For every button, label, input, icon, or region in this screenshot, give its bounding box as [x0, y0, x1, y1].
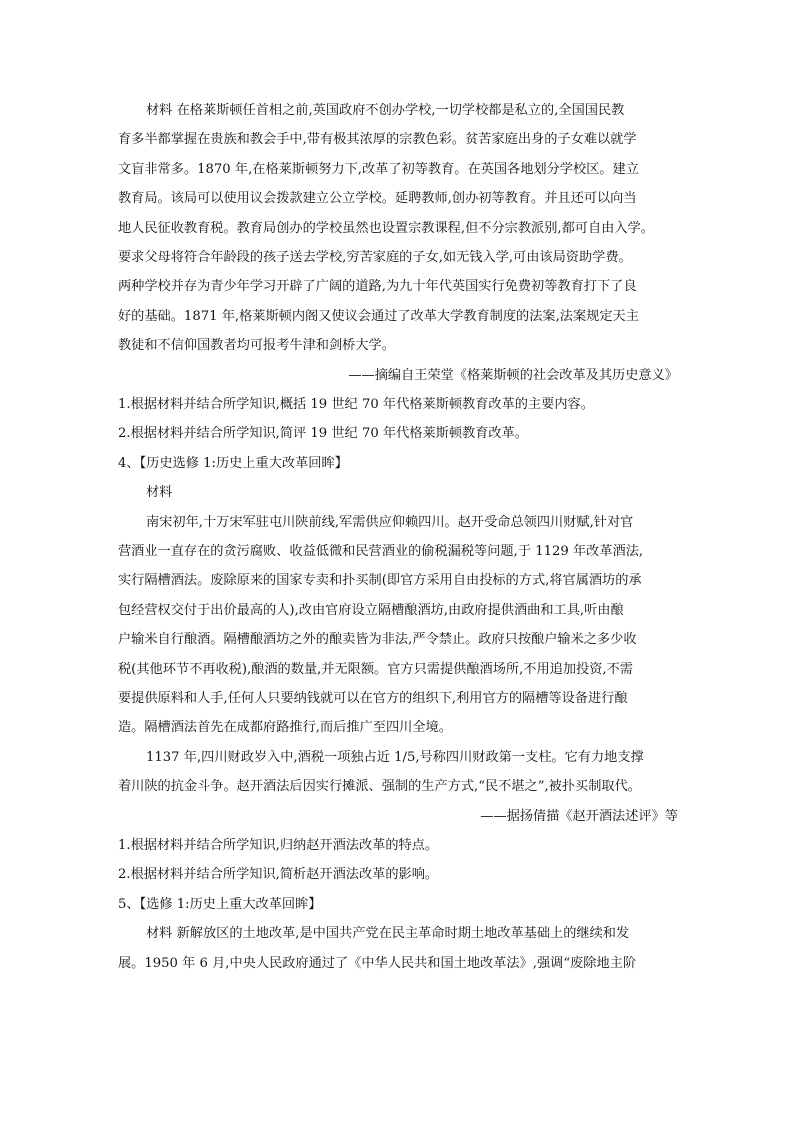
- question-item: 1.根据材料并结合所学知识,归纳赵开酒法改革的特点。: [118, 838, 439, 853]
- material1-source: ——摘编自王荣堂《格莱斯顿的社会改革及其历史意义》: [348, 367, 678, 383]
- question-item: 2.根据材料并结合所学知识,简析赵开酒法改革的影响。: [118, 867, 439, 883]
- material1-line: 教徒和不信仰国教者均可报考牛津和剑桥大学。: [118, 338, 395, 354]
- q4-source: ——据扬倩描《赵开酒法述评》等: [480, 808, 678, 824]
- q4-para2-line: 1137 年,四川财政岁入中,酒税一项独占近 1/5,号称四川财政第一支柱。它有力地支撑: [146, 749, 644, 765]
- q4-para1-line: 南宋初年,十万宋军驻屯川陕前线,军需供应仰赖四川。赵开受命总领四川财赋,针对官: [146, 514, 634, 530]
- q4-para1-line: 实行隔槽酒法。废除原来的国家专卖和扑买制(即官方采用自由投标的方式,将官属酒坊的承: [118, 573, 642, 589]
- q4-para1-line: 造。隔槽酒法首先在成都府路推行,而后推广至四川全境。: [118, 720, 452, 736]
- q4-para1-line: 包经营权交付于出价最高的人),改由官府设立隔槽酿酒坊,由政府提供酒曲和工具,听由酿: [118, 602, 624, 618]
- material1-line: 地人民征收教育税。教育局创办的学校虽然也设置宗教课程,但不分宗教派别,都可自由入学。: [118, 220, 654, 236]
- q4-para2-line: 着川陕的抗金斗争。赵开酒法后因实行摊派、强制的生产方式,“民不堪之”,被扑买制取代。: [118, 779, 641, 795]
- q4-para1-line: 税(其他环节不再收税),酿酒的数量,并无限额。官方只需提供酿酒场所,不用追加投资,不需: [118, 661, 633, 677]
- material1-line: 两种学校并存为青少年学习开辟了广阔的道路,为九十年代英国实行免费初等教育打下了良: [118, 279, 637, 295]
- section-heading-4: 4、【历史选修 1:历史上重大改革回眸】: [118, 455, 348, 471]
- material-label: 材料: [146, 485, 173, 501]
- material1-line: 好的基础。1871 年,格莱斯顿内阁又使议会通过了改革大学教育制度的法案,法案规定天主: [118, 308, 639, 324]
- section-heading-5: 5、【选修 1:历史上重大改革回眸】: [118, 896, 322, 912]
- question-item: 2.根据材料并结合所学知识,简评 19 世纪 70 年代格莱斯顿教育改革。: [118, 426, 528, 442]
- question-item: 1.根据材料并结合所学知识,概括 19 世纪 70 年代格莱斯顿教育改革的主要内容。: [118, 397, 594, 412]
- material1-line: 要求父母将符合年龄段的孩子送去学校,穷苦家庭的子女,如无钱入学,可由该局资助学费。: [118, 250, 632, 265]
- material1-line: 文盲非常多。1870 年,在格莱斯顿努力下,改革了初等教育。在英国各地划分学校区。建立: [118, 161, 639, 177]
- q4-para1-line: 营酒业一直存在的贪污腐败、收益低微和民营酒业的偷税漏税等问题,于 1129 年改革酒法,: [118, 544, 644, 559]
- q5-material-line: 展。1950 年 6 月,中央人民政府通过了《中华人民共和国土地改革法》,强调“废除地主阶: [118, 955, 637, 971]
- material1-line: 材料 在格莱斯顿任首相之前,英国政府不创办学校,一切学校都是私立的,全国国民教: [146, 103, 625, 118]
- material1-line: 教育局。该局可以使用议会拨款建立公立学校。延聘教师,创办初等教育。并且还可以向当: [118, 191, 637, 207]
- q5-material-line: 材料 新解放区的土地改革,是中国共产党在民主革命时期土地改革基础上的继续和发: [146, 926, 630, 942]
- q4-para1-line: 户输米自行酿酒。隔槽酿酒坊之外的酿卖皆为非法,严令禁止。政府只按酿户输米之多少收: [118, 632, 637, 648]
- material1-line: 育多半都掌握在贵族和教会手中,带有极其浓厚的宗教色彩。贫苦家庭出身的子女难以就学: [118, 132, 637, 148]
- q4-para1-line: 要提供原料和人手,任何人只要纳钱就可以在官方的组织下,利用官方的隔槽等设备进行酿: [118, 691, 628, 706]
